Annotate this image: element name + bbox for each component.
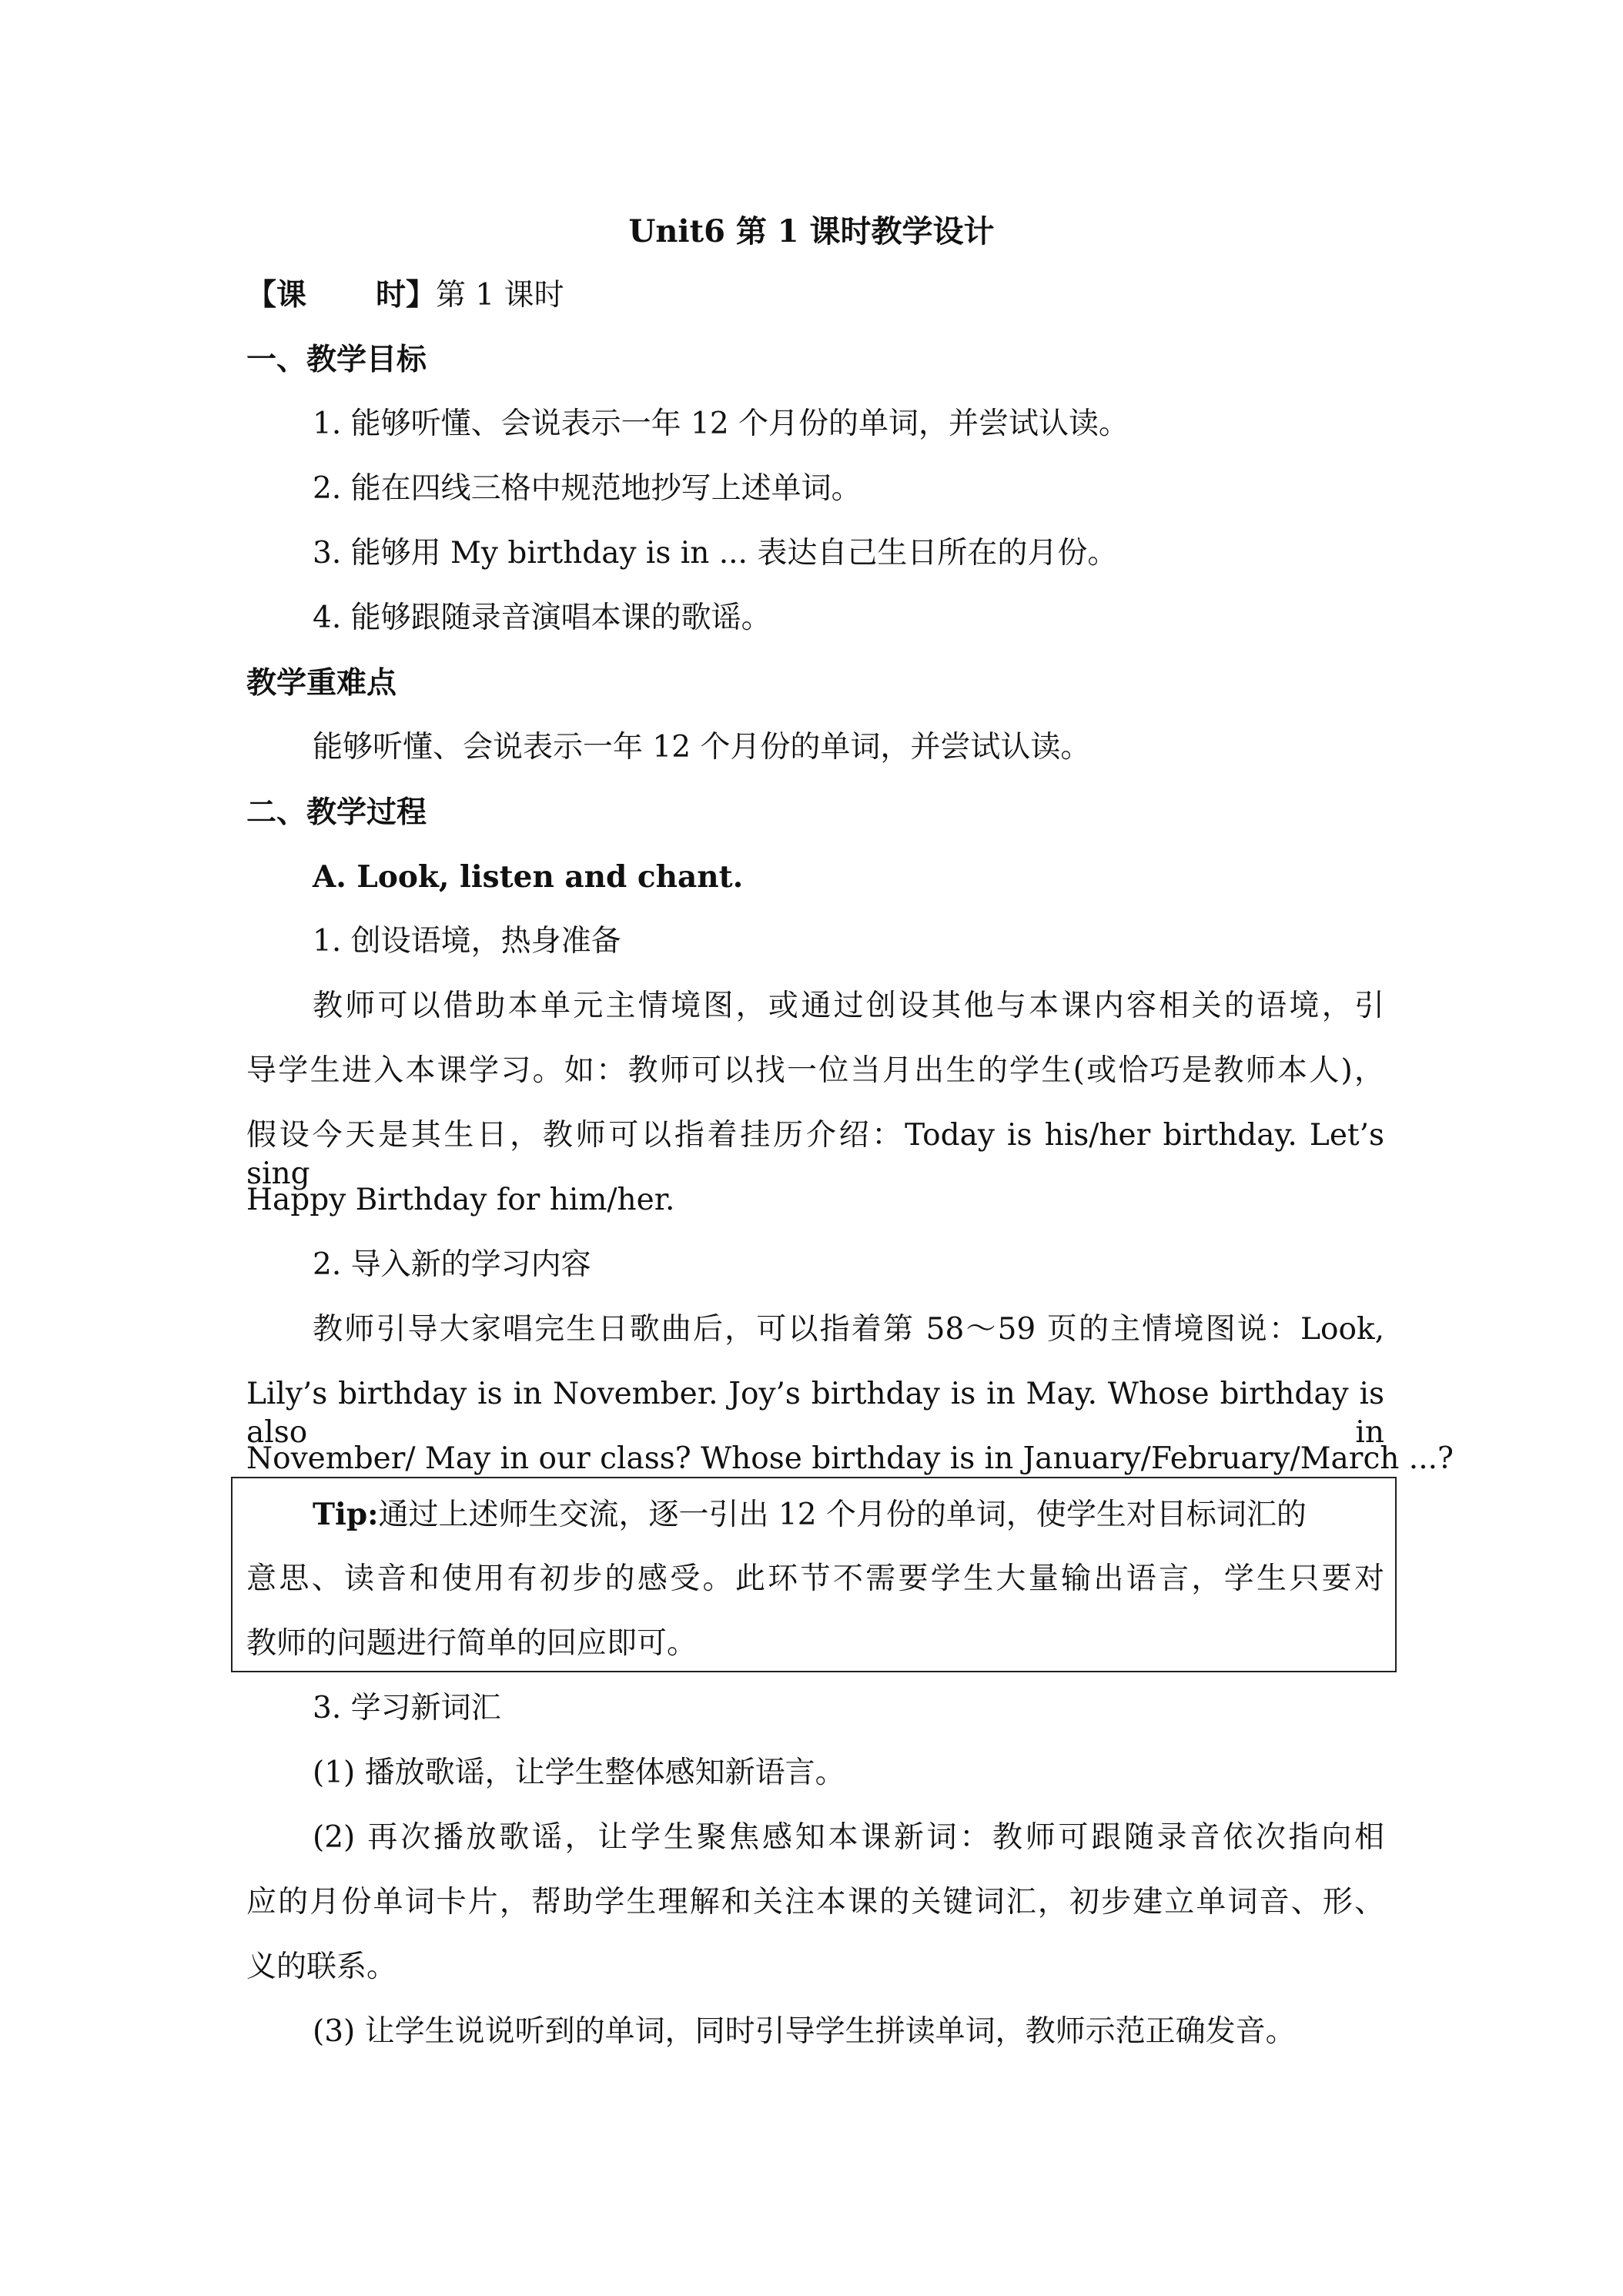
step1-line-3: 假设今天是其生日，教师可以指着挂历介绍：Today is his/her birthday. Let’s sing	[246, 1118, 1384, 1191]
step1-title: 1. 创设语境，热身准备	[313, 924, 621, 959]
lesson-label-open: 【课	[246, 277, 307, 313]
objective-item-3: 3. 能够用 My birthday is in ... 表达自己生日所在的月份。	[313, 536, 1118, 571]
objective-item-2: 2. 能在四线三格中规范地抄写上述单词。	[313, 471, 862, 506]
step3-sub1: (1) 播放歌谣，让学生整体感知新语言。	[313, 1755, 845, 1790]
step2-title: 2. 导入新的学习内容	[313, 1247, 591, 1282]
section2-subheading: A. Look, listen and chant.	[313, 859, 744, 895]
step2-line-2: Lily’s birthday is in November. Joy’s birthday is in May. Whose birthday is also in	[246, 1377, 1384, 1450]
section2-heading: 二、教学过程	[246, 795, 427, 830]
key-points-text: 能够听懂、会说表示一年 12 个月份的单词，并尝试认读。	[313, 730, 1091, 765]
step3-title: 3. 学习新词汇	[313, 1691, 501, 1725]
lesson-label-close: 时】	[376, 277, 437, 313]
document-title: Unit6 第 1 课时教学设计	[628, 213, 995, 249]
step2-line-3: November/ May in our class? Whose birthday is in January/February/March ...?	[246, 1441, 1454, 1476]
step1-line-4: Happy Birthday for him/her.	[246, 1183, 675, 1217]
tip-text-1: 通过上述师生交流，逐一引出 12 个月份的单词，使学生对目标词汇的	[378, 1498, 1307, 1532]
lesson-value: 第 1 课时	[436, 278, 564, 313]
step3-sub2-line-3: 义的联系。	[246, 1950, 397, 1984]
key-points-heading: 教学重难点	[246, 665, 397, 701]
tip-line-3: 教师的问题进行简单的回应即可。	[246, 1626, 698, 1661]
objective-item-4: 4. 能够跟随录音演唱本课的歌谣。	[313, 601, 771, 635]
step3-sub3: (3) 让学生说说听到的单词，同时引导学生拼读单词，教师示范正确发音。	[313, 2014, 1296, 2049]
tip-line-2: 意思、读音和使用有初步的感受。此环节不需要学生大量输出语言，学生只要对	[246, 1561, 1384, 1596]
step1-line-1: 教师可以借助本单元主情境图，或通过创设其他与本课内容相关的语境，引	[313, 989, 1384, 1023]
objective-item-1: 1. 能够听懂、会说表示一年 12 个月份的单词，并尝试认读。	[313, 407, 1129, 441]
step3-sub2-line-1: (2) 再次播放歌谣，让学生聚焦感知本课新词：教师可跟随录音依次指向相	[313, 1820, 1384, 1855]
step2-line-1: 教师引导大家唱完生日歌曲后，可以指着第 58～59 页的主情境图说：Look,	[313, 1312, 1384, 1347]
tip-line-1	[313, 1495, 1384, 1535]
lesson-line	[246, 276, 564, 315]
tip-label: Tip:	[313, 1497, 379, 1532]
step3-sub2-line-2: 应的月份单词卡片，帮助学生理解和关注本课的关键词汇，初步建立单词音、形、	[246, 1885, 1384, 1919]
section1-heading: 一、教学目标	[246, 342, 427, 377]
step1-line-2: 导学生进入本课学习。如：教师可以找一位当月出生的学生(或恰巧是教师本人)，	[246, 1053, 1384, 1088]
